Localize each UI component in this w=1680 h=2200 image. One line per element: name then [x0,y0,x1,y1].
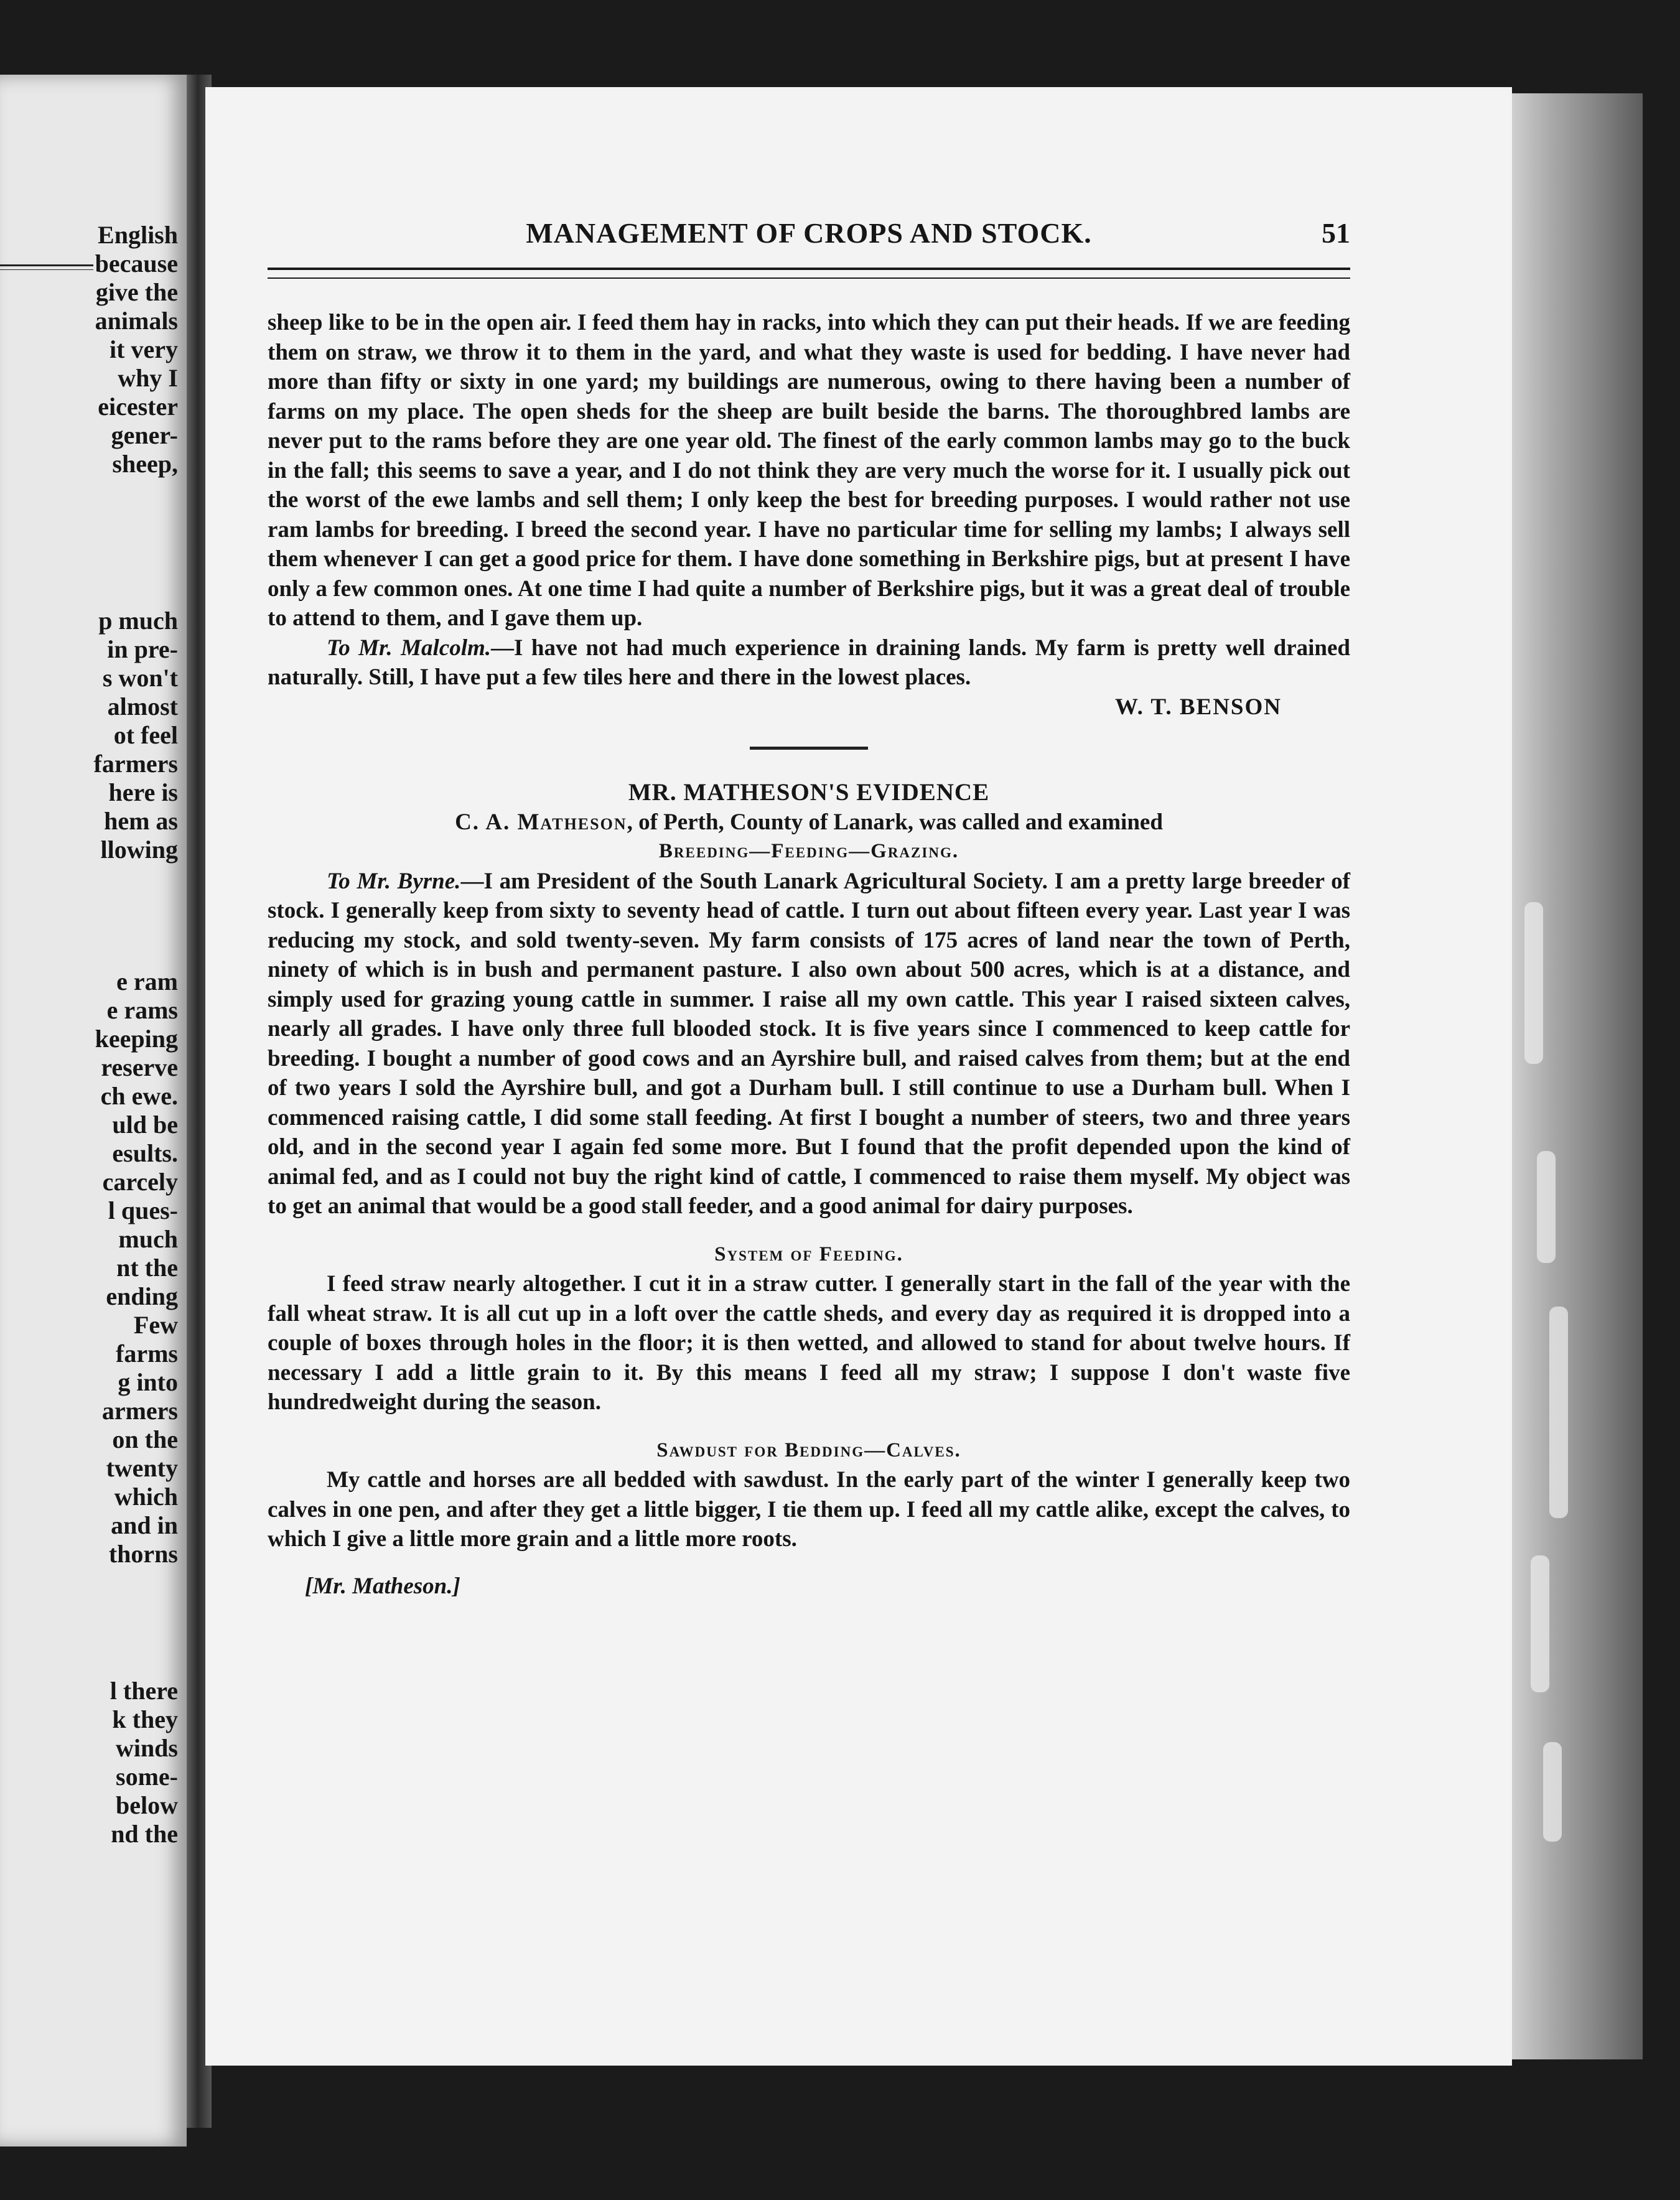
left-page-line: English [98,221,178,249]
left-page-line: l there [110,1677,178,1705]
left-page-line: p much [98,607,178,635]
section-title: MR. MATHESON'S EVIDENCE [628,779,990,806]
left-page-line: nd the [111,1820,178,1848]
left-page-line: on the [112,1425,178,1453]
section-divider [750,747,868,750]
witness-name: C. A. Matheson [455,809,627,835]
benson-paragraph-2: To Mr. Malcolm.—I have not had much experience in draining lands. My farm is pretty well drained naturally. Still, I have put a few tiles here and there in the lowest places. [268,635,1350,690]
matheson-paragraph-3: My cattle and horses are all bedded with sawdust. In the early part of the winter I generally keep two calves in one pen, and after they get a little bigger, I tie them up. I feed all my cattle alike, except the calves, to which I give a little more grain and a little more roots. [268,1467,1350,1552]
left-page-line: eicester [98,393,178,421]
left-page-line: in pre- [107,635,178,663]
left-page-line: here is [108,778,178,806]
left-page-line: Few [133,1311,178,1339]
matheson-paragraph-2: I feed straw nearly altogether. I cut it in a straw cutter. I generally start in the fall of the year with the fall wheat straw. It is all cut up in a loft over the cattle sheds, and every day as required it is dropped into a couple of boxes through holes in the floor; it is then wetted, and allowed to stand for about twelve hours. If necessary I add a little grain to it. By this means I feed all my straw; I suppose I don't waste five hundredweight during the season. [268,1271,1350,1415]
header-rule [268,268,1350,279]
left-page-line: keeping [95,1025,178,1053]
matheson-paragraph-1: To Mr. Byrne.—I am President of the South Lanark Agricultural Society. I am a pretty large breeder of stock. I generally keep from sixty to seventy head of cattle. I turn out about fifteen every year. Last year I was reducing my stock, and sold twenty-seven. My farm consists of 175 acres of land near the town of Perth, ninety of which is in bush and permanent pasture. I also own about 500 acres, which is at a distance, and simply used for grazing young cattle in summer. I raise all my own cattle. This year I raised sixteen calves, nearly all grades. I have only three full blooded stock. It is five years since I commenced to keep cattle for breeding. I bought a number of good cows and an Ayrshire bull, and raised calves from them; but at the end of two years I sold the Ayrshire bull, and got a Durham bull. I still continue to use a Durham bull. When I commenced raising cattle, I did some stall feeding. At first I bought a number of steers, two and three years old, and in the second year I again fed some more. But I found that the profit depended upon the kind of animal fed, and as I could not buy the right kind of cattle, I commenced to raise them myself. My object was to get an animal that would be a good stall feeder, and a good animal for dairy purposes. [268,868,1350,1219]
left-page-line: uld be [112,1111,178,1139]
left-page-line: winds [115,1734,178,1762]
left-page-line: hem as [104,807,178,835]
page-edge [1512,93,1643,2059]
running-title: MANAGEMENT OF CROPS AND STOCK. [526,217,1092,249]
left-page-line: it very [110,335,178,363]
left-page-line: ending [106,1282,178,1310]
addressee: To Mr. Malcolm. [327,635,492,661]
closing-attribution: [Mr. Matheson.] [305,1573,460,1599]
left-page-line: much [118,1225,178,1253]
benson-paragraph-1: sheep like to be in the open air. I feed them hay in racks, into which they can put their heads. If we are feeding them on straw, we throw it to them in the yard, and what they waste is used for bedding. I have never had more than fifty or sixty in one yard; my buildings are numerous, owing to there having been a number of farms on my place. The open sheds for the sheep are built beside the barns. The thoroughbred lambs are never put to the rams before they are one year old. The finest of the early common lambs may go to the buck in the fall; this seems to save a year, and I do not think they are very much the worse for it. I usually pick out the worst of the ewe lambs and sell them; I only keep the best for breeding purposes. I would rather not use ram lambs for breeding. I breed the second year. I have no particular time for selling my lambs; I always sell them whenever I can get a good price for them. I have done something in Berkshire pigs, but at present I have only a few common ones. At one time I had quite a number of Berkshire pigs, but it was a great deal of trouble to attend to them, and I gave them up. [268,310,1350,631]
left-page-line: reserve [101,1053,178,1081]
left-page-line: why I [118,364,178,392]
left-page-line: esults. [112,1139,178,1167]
left-page-line: k they [112,1705,178,1733]
left-page-line: carcely [102,1168,178,1196]
left-page-line: which [114,1483,178,1511]
left-page-line: twenty [106,1454,178,1482]
left-page-line: sheep, [112,450,178,478]
left-page-line: farms [116,1340,178,1368]
left-page-line: e ram [116,967,178,995]
left-page-line: gener- [111,421,178,449]
running-header [268,217,1350,260]
left-page-line: and in [111,1511,178,1539]
subheading-sawdust: Sawdust for Bedding—Calves. [656,1438,961,1461]
subheading-breeding: Breeding—Feeding—Grazing. [658,840,959,862]
left-header-rule [0,264,93,270]
left-page-line: l ques- [108,1196,178,1224]
left-page-line: ch ewe. [100,1082,178,1110]
addressee: To Mr. Byrne. [327,868,461,894]
left-page-line: thorns [108,1540,178,1568]
left-page-line: ot feel [113,721,178,749]
left-page-line: farmers [93,750,178,778]
left-page-line: animals [95,307,178,335]
left-page-line: some- [116,1763,178,1791]
subheading-feeding: System of Feeding. [714,1242,903,1265]
page-body [268,308,1350,1601]
left-page-line: below [116,1791,178,1819]
left-page-line: e rams [106,996,178,1024]
left-page-line: llowing [100,836,178,864]
left-page-line: g into [118,1368,178,1396]
left-page-line: armers [101,1397,178,1425]
left-page-line: give the [95,278,178,306]
page-number: 51 [1322,217,1350,249]
witness-line: C. A. Matheson, of Perth, County of Lanark, was called and examined [455,809,1163,835]
left-page-line: because [95,249,178,277]
left-page-line: almost [107,692,178,720]
signature: W. T. BENSON [1114,694,1282,720]
left-page-line: s won't [102,664,178,692]
left-page-line: nt the [116,1254,178,1282]
left-page [0,75,187,2146]
